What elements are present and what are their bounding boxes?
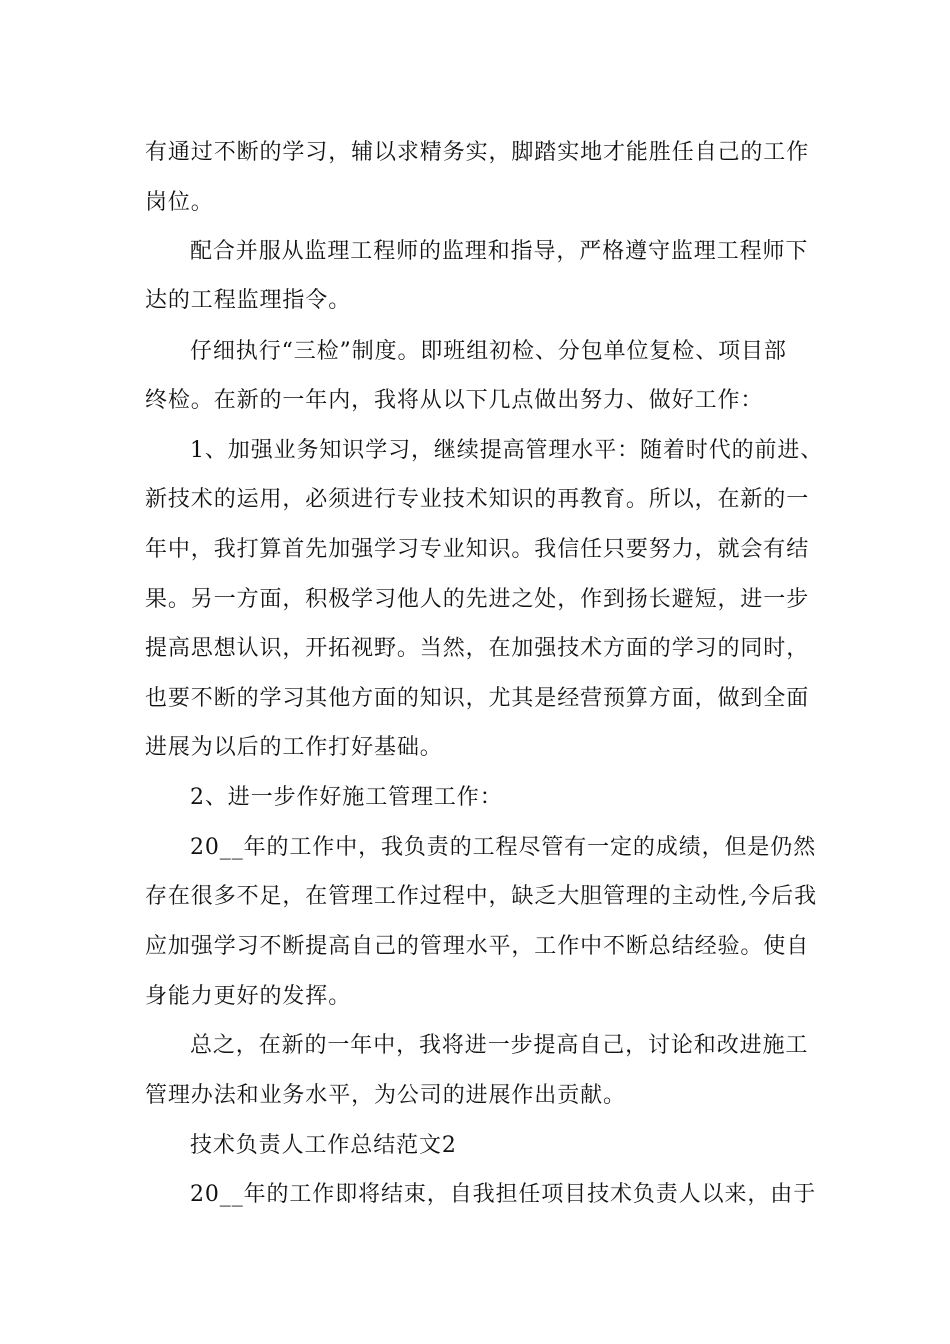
list-item-1: 1、加强业务知识学习，继续提高管理水平：随着时代的前进、 bbox=[190, 438, 824, 463]
text-line: 提高思想认识，开拓视野。当然，在加强技术方面的学习的同时， bbox=[145, 636, 810, 661]
list-item-2: 2、进一步作好施工管理工作： bbox=[190, 785, 503, 810]
text-line: 果。另一方面，积极学习他人的先进之处，作到扬长避短，进一步 bbox=[145, 587, 810, 612]
text-line: 管理办法和业务水平，为公司的进展作出贡献。 bbox=[145, 1083, 626, 1108]
text-line: 岗位。 bbox=[145, 190, 214, 215]
text-line: 达的工程监理指令。 bbox=[145, 288, 352, 313]
text-line: 身能力更好的发挥。 bbox=[145, 984, 352, 1009]
paragraph-start: 20__年的工作即将结束，自我担任项目技术负责人以来，由于 bbox=[190, 1182, 817, 1207]
section-heading: 技术负责人工作总结范文2 bbox=[190, 1133, 457, 1158]
text-line: 应加强学习不断提高自己的管理水平，工作中不断总结经验。使自 bbox=[145, 934, 810, 959]
text-line: 年中，我打算首先加强学习专业知识。我信任只要努力，就会有结 bbox=[145, 537, 810, 562]
paragraph-start: 配合并服从监理工程师的监理和指导，严格遵守监理工程师下 bbox=[190, 239, 809, 264]
text-line: 终检。在新的一年内，我将从以下几点做出努力、做好工作： bbox=[145, 388, 764, 413]
paragraph-start: 总之，在新的一年中，我将进一步提高自己，讨论和改进施工 bbox=[190, 1033, 809, 1058]
paragraph-start: 20__年的工作中，我负责的工程尽管有一定的成绩，但是仍然 bbox=[190, 835, 817, 860]
text-line: 存在很多不足，在管理工作过程中，缺乏大胆管理的主动性,今后我 bbox=[145, 884, 817, 909]
text-line: 进展为以后的工作打好基础。 bbox=[145, 735, 443, 760]
text-line: 新技术的运用，必须进行专业技术知识的再教育。所以，在新的一 bbox=[145, 487, 810, 512]
paragraph-start: 仔细执行“三检”制度。即班组初检、分包单位复检、项目部 bbox=[190, 339, 787, 364]
text-line: 有通过不断的学习，辅以求精务实，脚踏实地才能胜任自己的工作 bbox=[145, 140, 810, 165]
text-line: 也要不断的学习其他方面的知识，尤其是经营预算方面，做到全面 bbox=[145, 686, 810, 711]
